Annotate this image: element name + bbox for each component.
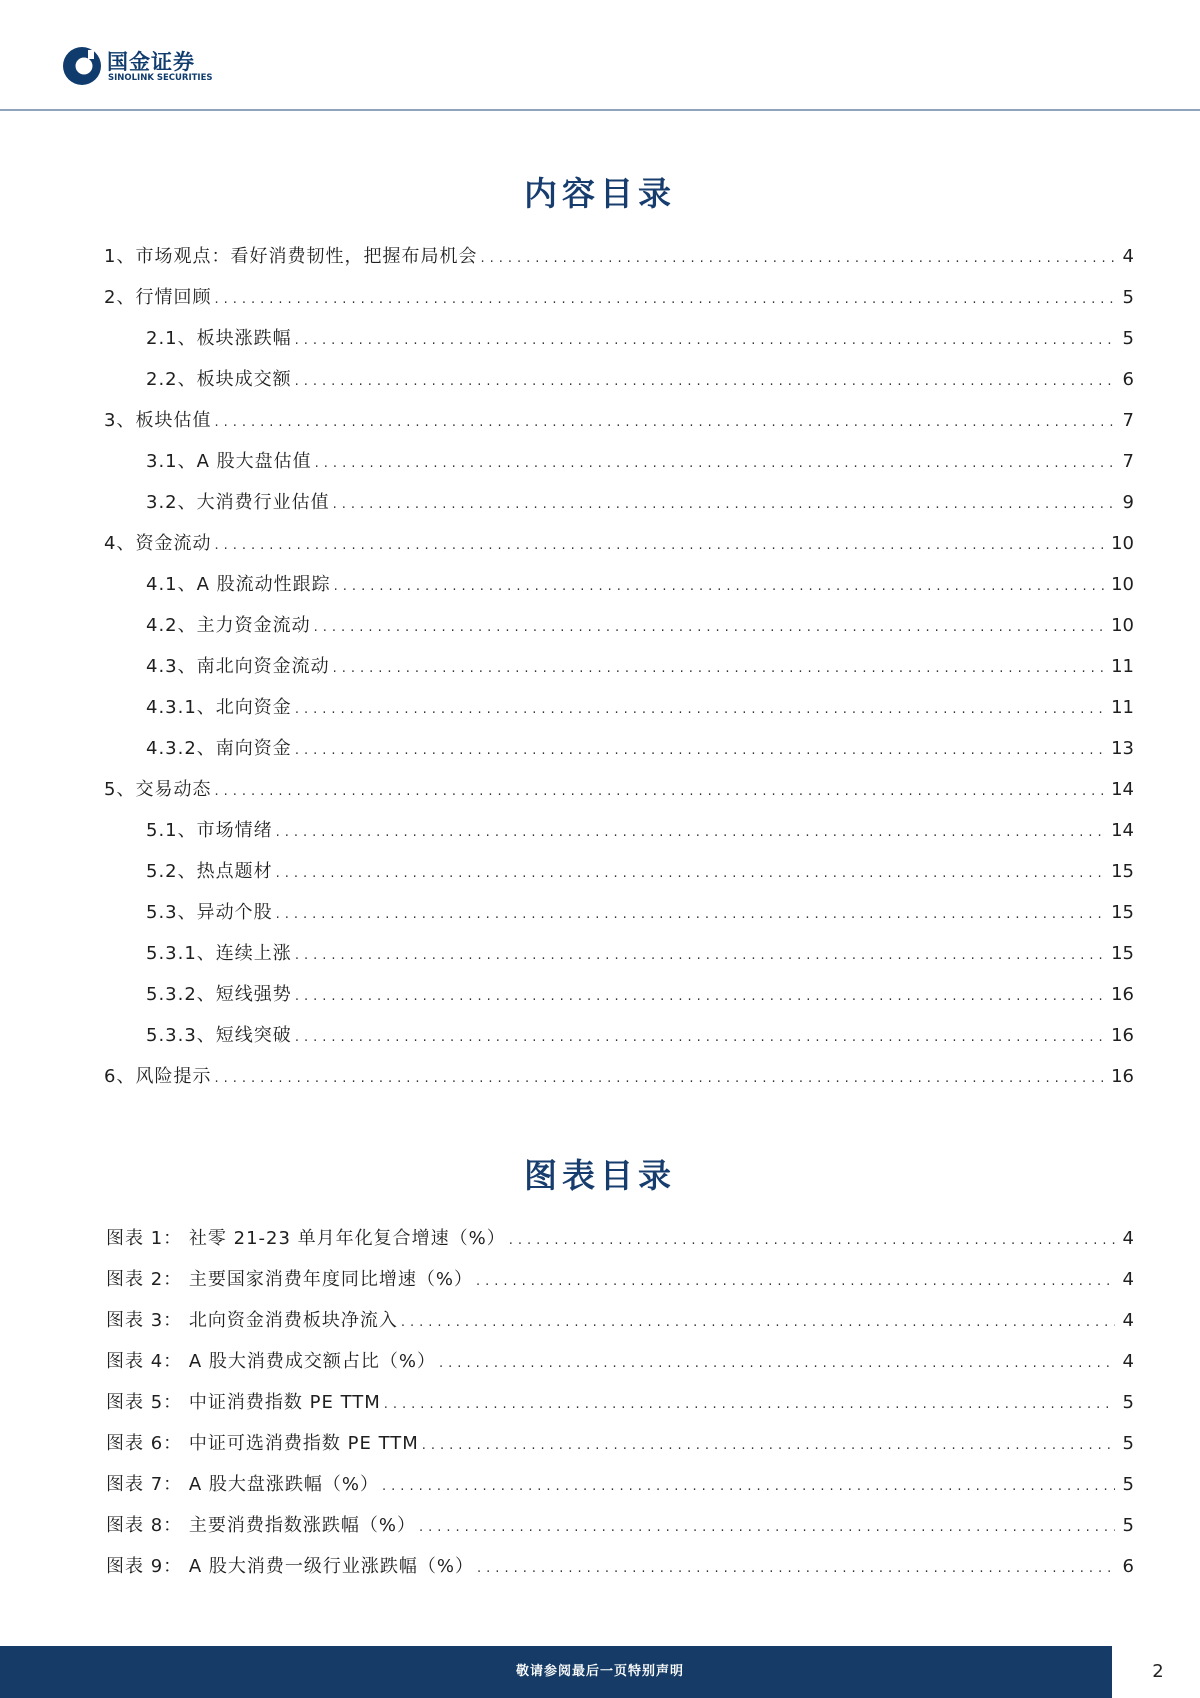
footer-disclaimer: 敬请参阅最后一页特别声明: [515, 1664, 684, 1679]
figure-entry[interactable]: [106, 1552, 1134, 1582]
dot-leader: [295, 736, 1106, 766]
entry-page-number: 5: [1122, 1474, 1134, 1495]
entry-page-number: 15: [1111, 943, 1134, 964]
entry-page-number: 5: [1122, 287, 1134, 308]
entry-page-number: 16: [1111, 984, 1134, 1005]
dot-leader: [314, 613, 1106, 643]
entry-page-number: 15: [1111, 902, 1134, 923]
entry-title: 图表 4： A 股大消费成交额占比（%）: [106, 1351, 437, 1372]
entry-page-number: 5: [1122, 328, 1134, 349]
entry-title: 图表 2： 主要国家消费年度同比增速（%）: [106, 1269, 473, 1290]
entry-page-number: 11: [1111, 656, 1134, 677]
entry-title: 5.3.3、短线突破: [146, 1025, 292, 1046]
dot-leader: [295, 1023, 1106, 1053]
toc-entry[interactable]: [146, 447, 1134, 477]
figure-entry[interactable]: [106, 1265, 1134, 1295]
toc-entry[interactable]: [146, 857, 1134, 887]
dot-leader: [333, 654, 1106, 684]
entry-title: 1、市场观点：看好消费韧性，把握布局机会: [104, 246, 478, 267]
entry-title: 5.2、热点题材: [146, 861, 273, 882]
toc-entry[interactable]: [146, 816, 1134, 846]
entry-title: 4.3、南北向资金流动: [146, 656, 330, 677]
entry-title: 2.1、板块涨跌幅: [146, 328, 292, 349]
toc-entry[interactable]: [146, 898, 1134, 928]
dot-leader: [295, 941, 1106, 971]
dot-leader: [214, 777, 1106, 807]
entry-page-number: 4: [1122, 1228, 1134, 1249]
entry-title: 5.3、异动个股: [146, 902, 273, 923]
entry-title: 图表 7： A 股大盘涨跌幅（%）: [106, 1474, 380, 1495]
entry-page-number: 5: [1122, 1433, 1134, 1454]
entry-page-number: 14: [1111, 820, 1134, 841]
entry-page-number: 14: [1111, 779, 1134, 800]
figure-entry[interactable]: [106, 1470, 1134, 1500]
dot-leader: [382, 1472, 1115, 1502]
toc-entry[interactable]: [146, 734, 1134, 764]
page-number: 2: [1152, 1661, 1164, 1682]
entry-title: 图表 1： 社零 21-23 单月年化复合增速（%）: [106, 1228, 506, 1249]
entry-title: 4.3.1、北向资金: [146, 697, 292, 718]
entry-title: 图表 8： 主要消费指数涨跌幅（%）: [106, 1515, 416, 1536]
entry-title: 3.2、大消费行业估值: [146, 492, 330, 513]
dot-leader: [214, 285, 1115, 315]
entry-page-number: 10: [1111, 533, 1134, 554]
company-logo: [62, 44, 272, 92]
company-logo-icon: [62, 46, 102, 86]
entry-page-number: 16: [1111, 1025, 1134, 1046]
dot-leader: [419, 1513, 1115, 1543]
dot-leader: [214, 531, 1106, 561]
dot-leader: [276, 859, 1106, 889]
dot-leader: [509, 1226, 1115, 1256]
toc-entry[interactable]: [146, 1021, 1134, 1051]
toc-entry[interactable]: [146, 939, 1134, 969]
figure-entry[interactable]: [106, 1429, 1134, 1459]
figure-entry[interactable]: [106, 1347, 1134, 1377]
logo-chinese-name: 国金证券: [107, 50, 195, 74]
entry-page-number: 10: [1111, 574, 1134, 595]
toc-entry[interactable]: [104, 775, 1134, 805]
entry-title: 3、板块估值: [104, 410, 212, 431]
toc-entry[interactable]: [104, 406, 1134, 436]
entry-title: 5.1、市场情绪: [146, 820, 273, 841]
entry-title: 4.1、A 股流动性跟踪: [146, 574, 331, 595]
entry-title: 图表 9： A 股大消费一级行业涨跌幅（%）: [106, 1556, 475, 1577]
entry-title: 4、资金流动: [104, 533, 212, 554]
dot-leader: [422, 1431, 1115, 1461]
toc-title: 内容目录: [524, 174, 676, 213]
entry-title: 4.3.2、南向资金: [146, 738, 292, 759]
page-footer: [0, 1646, 1200, 1698]
entry-page-number: 6: [1122, 1556, 1134, 1577]
entry-title: 图表 3： 北向资金消费板块净流入: [106, 1310, 398, 1331]
figure-entry[interactable]: [106, 1306, 1134, 1336]
dot-leader: [295, 695, 1106, 725]
entry-page-number: 6: [1122, 369, 1134, 390]
header-divider: [0, 109, 1200, 111]
toc-entry[interactable]: [146, 570, 1134, 600]
toc-entry[interactable]: [104, 1062, 1134, 1092]
toc-entry[interactable]: [146, 693, 1134, 723]
entry-title: 5.3.2、短线强势: [146, 984, 292, 1005]
entry-title: 3.1、A 股大盘估值: [146, 451, 312, 472]
dot-leader: [214, 408, 1115, 438]
toc-entry[interactable]: [104, 242, 1134, 272]
dot-leader: [477, 1554, 1115, 1584]
entry-title: 5.3.1、连续上涨: [146, 943, 292, 964]
entry-page-number: 7: [1122, 451, 1134, 472]
dot-leader: [315, 449, 1115, 479]
entry-page-number: 16: [1111, 1066, 1134, 1087]
dot-leader: [276, 900, 1106, 930]
toc-entry[interactable]: [146, 980, 1134, 1010]
entry-title: 2.2、板块成交额: [146, 369, 292, 390]
logo-english-name: SINOLINK SECURITIES: [108, 73, 213, 83]
entry-page-number: 4: [1122, 246, 1134, 267]
dot-leader: [214, 1064, 1106, 1094]
entry-title: 图表 6： 中证可选消费指数 PE TTM: [106, 1433, 419, 1454]
dot-leader: [480, 244, 1115, 274]
figures-title: 图表目录: [524, 1156, 676, 1195]
dot-leader: [439, 1349, 1115, 1379]
figure-entry[interactable]: [106, 1224, 1134, 1254]
entry-title: 图表 5： 中证消费指数 PE TTM: [106, 1392, 381, 1413]
dot-leader: [334, 572, 1106, 602]
toc-entry[interactable]: [146, 365, 1134, 395]
entry-page-number: 13: [1111, 738, 1134, 759]
entry-page-number: 7: [1122, 410, 1134, 431]
toc-entry[interactable]: [146, 652, 1134, 682]
toc-entry[interactable]: [104, 529, 1134, 559]
dot-leader: [295, 982, 1106, 1012]
toc-entry[interactable]: [104, 283, 1134, 313]
dot-leader: [276, 818, 1106, 848]
dot-leader: [295, 367, 1115, 397]
entry-title: 2、行情回顾: [104, 287, 212, 308]
dot-leader: [401, 1308, 1115, 1338]
entry-page-number: 4: [1122, 1269, 1134, 1290]
entry-page-number: 5: [1122, 1392, 1134, 1413]
entry-page-number: 9: [1122, 492, 1134, 513]
dot-leader: [333, 490, 1115, 520]
toc-entry[interactable]: [146, 324, 1134, 354]
entry-page-number: 15: [1111, 861, 1134, 882]
entry-page-number: 10: [1111, 615, 1134, 636]
toc-entry[interactable]: [146, 611, 1134, 641]
entry-page-number: 4: [1122, 1310, 1134, 1331]
entry-page-number: 4: [1122, 1351, 1134, 1372]
entry-page-number: 5: [1122, 1515, 1134, 1536]
entry-title: 4.2、主力资金流动: [146, 615, 311, 636]
entry-title: 6、风险提示: [104, 1066, 212, 1087]
entry-title: 5、交易动态: [104, 779, 212, 800]
page-header: [0, 0, 1200, 112]
dot-leader: [295, 326, 1115, 356]
figure-entry[interactable]: [106, 1388, 1134, 1418]
toc-entry[interactable]: [146, 488, 1134, 518]
dot-leader: [476, 1267, 1115, 1297]
dot-leader: [384, 1390, 1115, 1420]
entry-page-number: 11: [1111, 697, 1134, 718]
figure-entry[interactable]: [106, 1511, 1134, 1541]
